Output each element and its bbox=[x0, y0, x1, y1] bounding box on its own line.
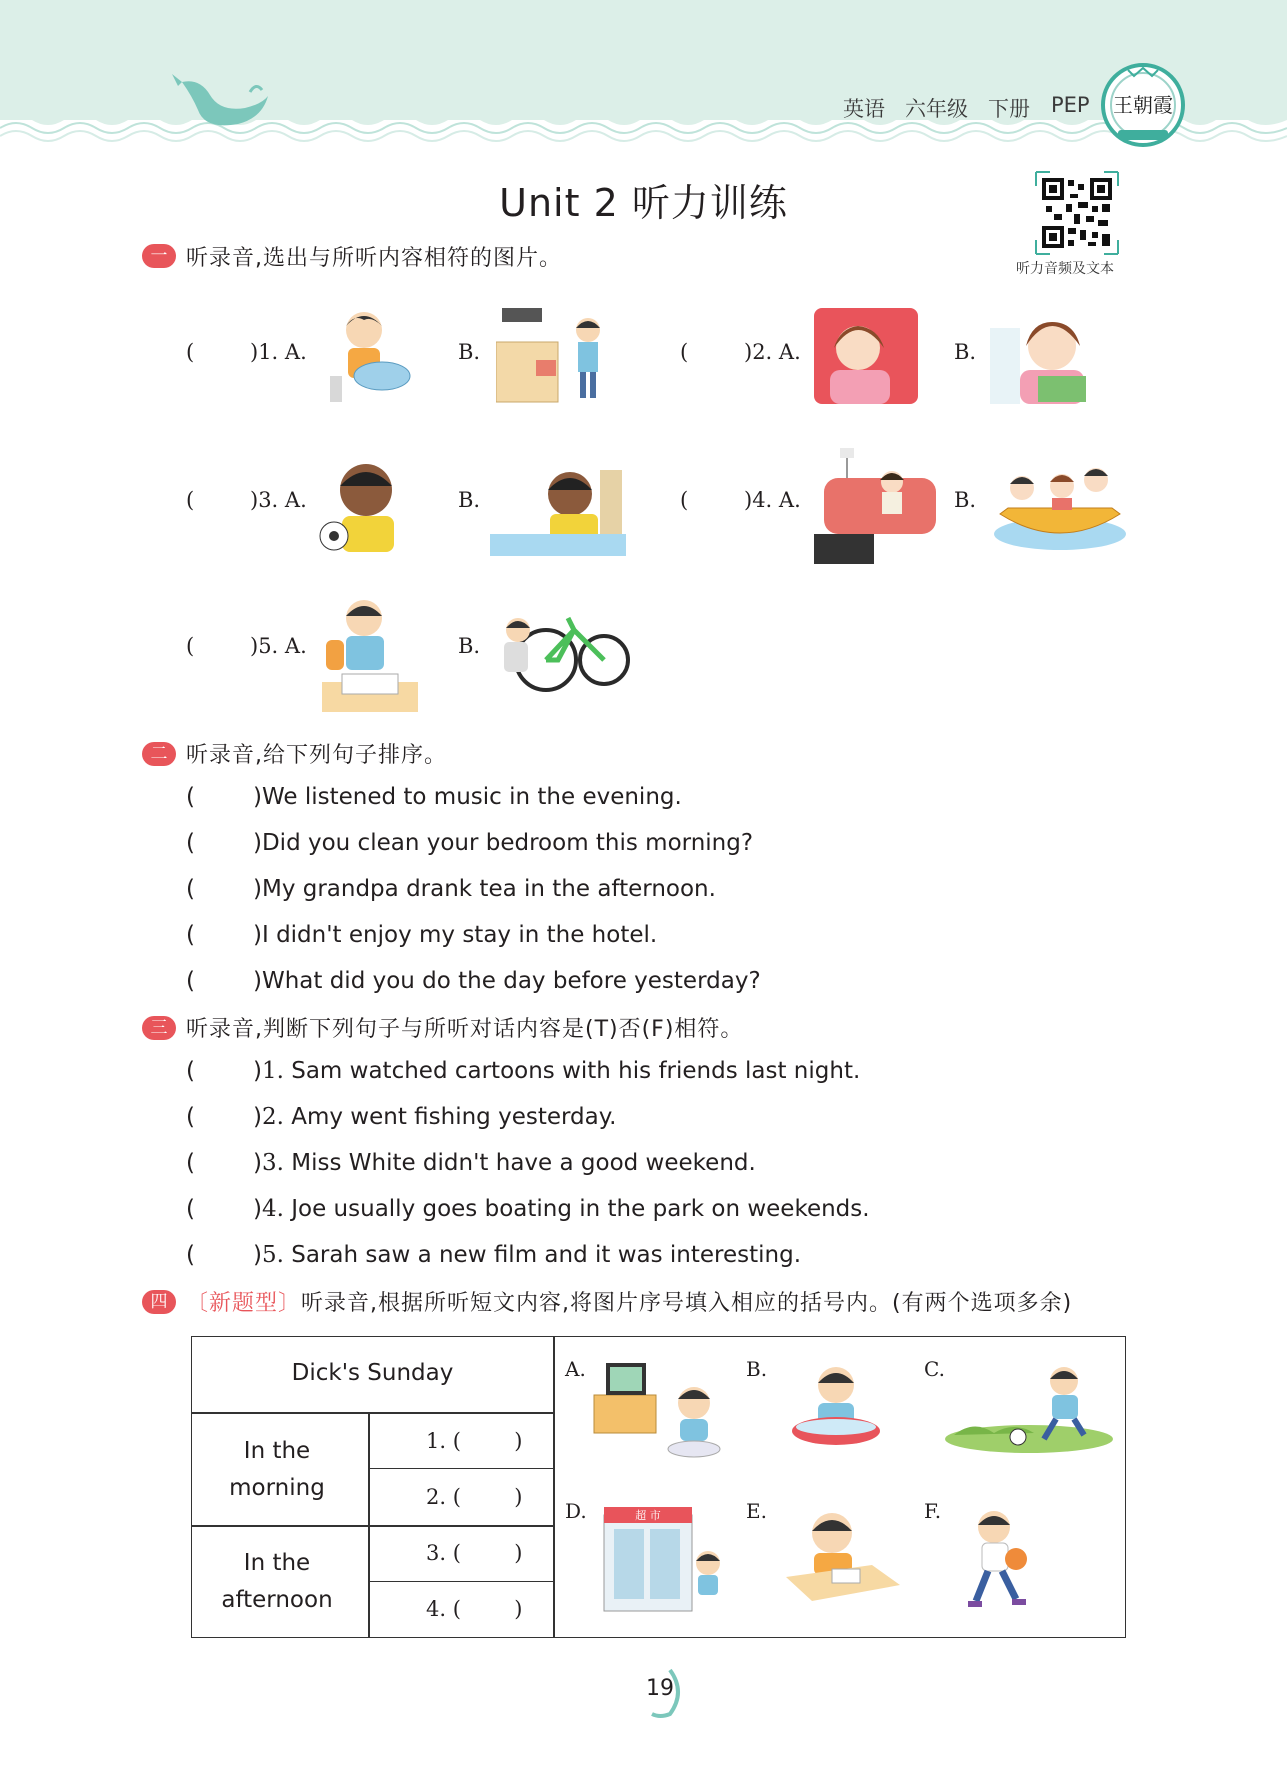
question-1-label: )1. A. bbox=[250, 340, 307, 364]
section-3-title: 听录音,判断下列句子与所听对话内容是(T)否(F)相符。 bbox=[186, 1017, 744, 1042]
afternoon-label: In the afternoon bbox=[221, 1550, 333, 1613]
option-d-label: D. bbox=[565, 1499, 587, 1523]
page-number: 19 bbox=[646, 1676, 674, 1701]
question-5-label: )5. A. bbox=[250, 634, 307, 658]
option-b-label: B. bbox=[746, 1357, 768, 1381]
answer-slot-1[interactable]: 1. ( ) bbox=[426, 1429, 523, 1453]
boy-cooking-kitchen-image bbox=[496, 302, 616, 406]
answer-paren[interactable]: ( bbox=[186, 1104, 195, 1130]
boy-with-football-image bbox=[318, 456, 410, 552]
answer-paren[interactable]: ( bbox=[186, 784, 195, 810]
answer-paren[interactable]: ( bbox=[186, 830, 195, 856]
boy-with-bicycle-image bbox=[496, 606, 632, 702]
answer-slot-3[interactable]: 3. ( ) bbox=[426, 1541, 523, 1565]
header-subject: 英语 bbox=[843, 97, 885, 121]
true-false-sentence: Sarah saw a new film and it was interesting. bbox=[291, 1242, 802, 1268]
morning-label: In the morning bbox=[229, 1438, 325, 1501]
question-4-label: )4. A. bbox=[744, 488, 801, 512]
true-false-sentence: Sam watched cartoons with his friends last night. bbox=[291, 1058, 861, 1084]
ordering-sentence: What did you do the day before yesterday? bbox=[261, 968, 761, 994]
true-false-item: ( )5. Sarah saw a new film and it was interesting. bbox=[186, 1242, 802, 1268]
family-boating-image bbox=[992, 456, 1128, 552]
question-5-option-b: B. bbox=[458, 634, 481, 658]
answer-paren[interactable]: ( bbox=[186, 968, 195, 994]
section-2-title: 听录音,给下列句子排序。 bbox=[186, 743, 447, 768]
ordering-item: ( )My grandpa drank tea in the afternoon. bbox=[186, 876, 716, 902]
section-3-badge: 三 bbox=[142, 1016, 176, 1040]
qr-code-icon bbox=[1034, 170, 1120, 256]
answer-paren[interactable]: ( bbox=[680, 340, 689, 364]
boy-washing-dishes-image bbox=[320, 306, 412, 406]
boy-at-supermarket-image bbox=[600, 1505, 730, 1615]
question-1-option-b: B. bbox=[458, 340, 481, 364]
brand-logo-lettering: 王朝霞 bbox=[1113, 93, 1173, 117]
section-2-badge: 二 bbox=[142, 742, 176, 766]
dicks-sunday-table bbox=[191, 1336, 1126, 1638]
ordering-item: ( )What did you do the day before yesterday? bbox=[186, 968, 761, 994]
boy-watching-tv-image bbox=[590, 1359, 730, 1459]
boy-playing-football-image bbox=[944, 1359, 1114, 1459]
ordering-item: ( )Did you clean your bedroom this morning? bbox=[186, 830, 754, 856]
option-e-label: E. bbox=[746, 1499, 767, 1523]
section-4-badge: 四 bbox=[142, 1290, 176, 1314]
question-2-option-b: B. bbox=[954, 340, 977, 364]
question-3-label: )3. A. bbox=[250, 488, 307, 512]
question-2-label: )2. A. bbox=[744, 340, 801, 364]
answer-paren[interactable]: ( bbox=[186, 1242, 195, 1268]
true-false-sentence: Joe usually goes boating in the park on weekends. bbox=[291, 1196, 870, 1222]
shop-sign: 超 市 bbox=[635, 1509, 661, 1522]
section-1-badge: 一 bbox=[142, 244, 176, 268]
woman-sitting-image bbox=[814, 308, 918, 404]
answer-paren[interactable]: ( bbox=[186, 1058, 195, 1084]
option-a-label: A. bbox=[565, 1357, 586, 1381]
page-title: Unit 2 听力训练 bbox=[499, 181, 788, 225]
true-false-sentence: Amy went fishing yesterday. bbox=[291, 1104, 617, 1130]
section-1-title: 听录音,选出与所听内容相符的图片。 bbox=[186, 246, 562, 271]
true-false-item: ( )2. Amy went fishing yesterday. bbox=[186, 1104, 617, 1130]
header-volume: 下册 bbox=[988, 97, 1030, 121]
ordering-sentence: Did you clean your bedroom this morning? bbox=[261, 830, 754, 856]
boy-playing-basketball-image bbox=[950, 1505, 1050, 1617]
true-false-sentence: Miss White didn't have a good weekend. bbox=[291, 1150, 756, 1176]
boy-doing-homework-image bbox=[782, 1507, 902, 1607]
answer-paren[interactable]: ( bbox=[680, 488, 689, 512]
boy-sick-in-bed-image bbox=[490, 460, 626, 556]
header-grade: 六年级 bbox=[905, 97, 968, 121]
qr-caption: 听力音频及文本 bbox=[1016, 261, 1114, 277]
ordering-sentence: I didn't enjoy my stay in the hotel. bbox=[261, 922, 658, 948]
answer-paren[interactable]: ( bbox=[186, 1150, 195, 1176]
option-c-label: C. bbox=[924, 1357, 945, 1381]
answer-slot-2[interactable]: 2. ( ) bbox=[426, 1485, 523, 1509]
boy-drawing-image bbox=[322, 596, 418, 712]
option-f-label: F. bbox=[924, 1499, 942, 1523]
true-false-item: ( )4. Joe usually goes boating in the park on weekends. bbox=[186, 1196, 870, 1222]
answer-paren[interactable]: ( bbox=[186, 488, 195, 512]
ordering-item: ( )We listened to music in the evening. bbox=[186, 784, 682, 810]
table-heading: Dick's Sunday bbox=[291, 1360, 454, 1386]
ordering-sentence: We listened to music in the evening. bbox=[261, 784, 682, 810]
question-4-option-b: B. bbox=[954, 488, 977, 512]
answer-paren[interactable]: ( bbox=[186, 922, 195, 948]
true-false-item: ( )1. Sam watched cartoons with his friends last night. bbox=[186, 1058, 861, 1084]
answer-paren[interactable]: ( bbox=[186, 634, 195, 658]
girl-on-sofa-image bbox=[814, 448, 944, 566]
new-question-type-tag: 〔新题型〕 bbox=[186, 1291, 302, 1316]
ordering-sentence: My grandpa drank tea in the afternoon. bbox=[261, 876, 716, 902]
header-wave-band bbox=[0, 0, 1287, 160]
answer-paren[interactable]: ( bbox=[186, 876, 195, 902]
true-false-item: ( )3. Miss White didn't have a good weekend. bbox=[186, 1150, 756, 1176]
answer-paren[interactable]: ( bbox=[186, 340, 195, 364]
woman-reading-book-image bbox=[990, 308, 1114, 404]
question-3-option-b: B. bbox=[458, 488, 481, 512]
ordering-item: ( )I didn't enjoy my stay in the hotel. bbox=[186, 922, 658, 948]
section-4-title: 〔新题型〕听录音,根据所听短文内容,将图片序号填入相应的括号内。(有两个选项多余) bbox=[186, 1291, 1073, 1316]
brand-logo bbox=[1100, 62, 1186, 148]
boy-washing-clothes-image bbox=[782, 1361, 892, 1461]
answer-slot-4[interactable]: 4. ( ) bbox=[426, 1597, 523, 1621]
header-edition: PEP bbox=[1051, 93, 1090, 117]
answer-paren[interactable]: ( bbox=[186, 1196, 195, 1222]
